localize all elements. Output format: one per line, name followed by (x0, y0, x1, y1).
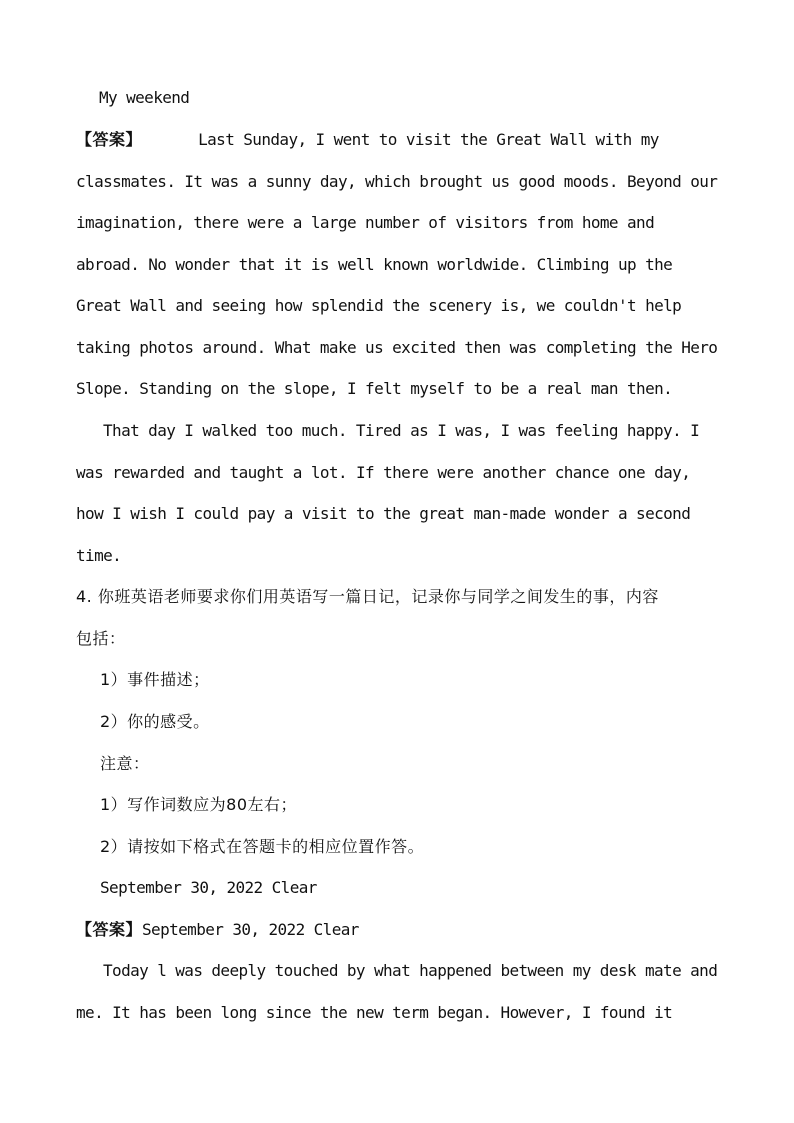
answer-tag-2: 【答案】 (76, 920, 143, 939)
essay-para1-line5: Great Wall and seeing how splendid the scenery is, we couldn't help (76, 296, 682, 315)
answer-line-first (76, 128, 659, 152)
question4-note-2: 2）请按如下格式在答题卡的相应位置作答。 (100, 837, 425, 856)
question4-prompt-line1: 4. 你班英语老师要求你们用英语写一篇日记，记录你与同学之间发生的事，内容 (76, 587, 659, 606)
essay-para1-line4: abroad. No wonder that it is well known worldwide. Climbing up the (76, 255, 673, 274)
question4-prompt-line2: 包括： (76, 629, 126, 648)
essay-para1-line2: classmates. It was a sunny day, which brought us good moods. Beyond our (76, 172, 718, 191)
question4-date-line: September 30, 2022 Clear (100, 878, 317, 897)
essay-para2-line4: time. (76, 546, 122, 565)
question4-answer-para-line2: me. It has been long since the new term began. However, I found it (76, 1003, 673, 1022)
essay-para1-line7: Slope. Standing on the slope, I felt myself to be a real man then. (76, 379, 673, 398)
answer-tag: 【答案】 (76, 130, 143, 149)
essay-para1-line3: imagination, there were a large number of visitors from home and (76, 213, 655, 232)
question4-note-label: 注意： (100, 754, 150, 773)
essay-para1-line1: Last Sunday, I went to visit the Great Wall with my (198, 130, 659, 149)
question4-note-1: 1）写作词数应为80左右； (100, 795, 298, 814)
question4-item-2: 2）你的感受。 (100, 712, 210, 731)
question4-answer-para-line1: Today l was deeply touched by what happened between my desk mate and (103, 961, 718, 980)
essay-para2-line3: how I wish I could pay a visit to the great man-made wonder a second (76, 504, 691, 523)
question4-item-1: 1）事件描述； (100, 670, 210, 689)
question4-answer-line (76, 918, 359, 942)
answer-date-line: September 30, 2022 Clear (142, 920, 359, 939)
essay-para2-line2: was rewarded and taught a lot. If there were another chance one day, (76, 463, 691, 482)
essay-para2-line1: That day I walked too much. Tired as I was, I was feeling happy. I (103, 421, 700, 440)
essay-para1-line6: taking photos around. What make us excited then was completing the Hero (76, 338, 718, 357)
essay-title: My weekend (99, 88, 190, 107)
